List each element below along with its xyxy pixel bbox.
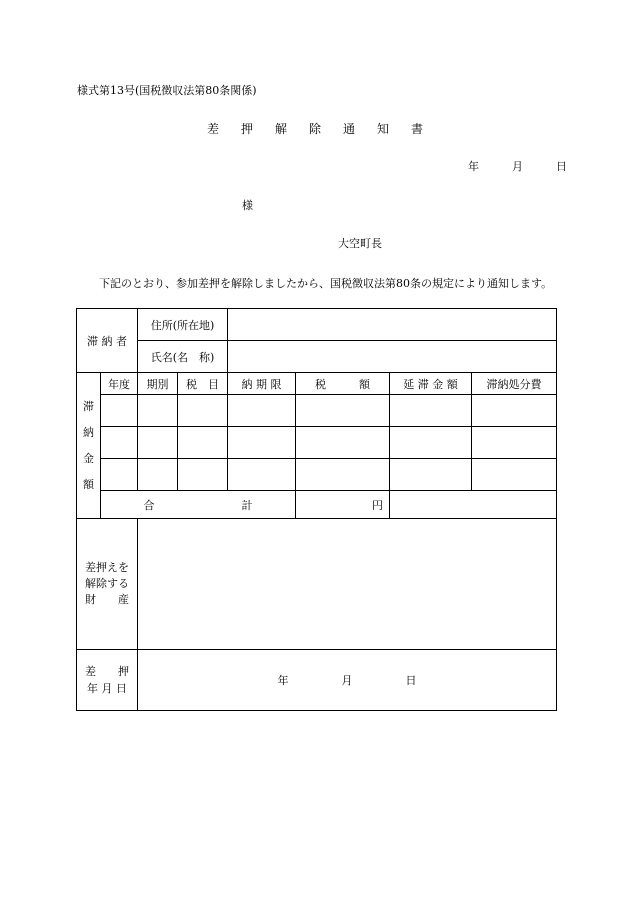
amount-label-char: 金 <box>83 451 94 465</box>
col-tax-item: 税 目 <box>178 373 228 395</box>
body-text: 下記のとおり、参加差押を解除しましたから、国税徴収法第80条の規定により通知します。 <box>99 277 553 290</box>
total-label <box>101 491 296 519</box>
total-left: 合 <box>143 498 155 512</box>
cell[interactable] <box>138 459 178 491</box>
taxpayer-label: 滞 納 者 <box>77 309 138 373</box>
seizure-day: 日 <box>405 674 417 687</box>
date-year: 年 <box>468 160 479 173</box>
form-number: 様式第13号(国税徴収法第80条関係) <box>77 84 257 97</box>
table-row <box>77 427 557 459</box>
cell[interactable] <box>101 427 138 459</box>
cell[interactable] <box>228 427 296 459</box>
amount-label-char: 額 <box>83 477 94 491</box>
col-period: 期別 <box>138 373 178 395</box>
cell[interactable] <box>390 459 472 491</box>
table-row <box>77 395 557 427</box>
date-day: 日 <box>556 160 567 173</box>
total-extra[interactable] <box>390 491 557 519</box>
address-field[interactable] <box>228 309 557 341</box>
seizure-date-label <box>77 650 138 711</box>
cell[interactable] <box>296 395 390 427</box>
cell[interactable] <box>296 459 390 491</box>
cell[interactable] <box>296 427 390 459</box>
cell[interactable] <box>472 395 557 427</box>
amount-label <box>77 373 101 519</box>
cell[interactable] <box>138 427 178 459</box>
seizure-date-label-line: 差 押 <box>85 665 129 678</box>
cell[interactable] <box>472 459 557 491</box>
total-row <box>77 491 557 519</box>
issue-date <box>468 160 567 174</box>
cell[interactable] <box>178 395 228 427</box>
property-field[interactable] <box>138 519 557 650</box>
property-label-line: 解除する <box>85 577 129 590</box>
yen-label: 円 <box>372 498 383 512</box>
amount-label-char: 滞 <box>83 399 94 413</box>
total-amount[interactable] <box>296 491 390 519</box>
col-disposition-cost: 滞納処分費 <box>472 373 557 395</box>
cell[interactable] <box>228 459 296 491</box>
seizure-month: 月 <box>341 674 353 687</box>
document-title: 差押解除通知書 <box>206 122 445 136</box>
address-label: 住所(所在地) <box>138 309 228 341</box>
name-label: 氏名(名 称) <box>138 341 228 373</box>
cell[interactable] <box>101 395 138 427</box>
amount-label-char: 納 <box>83 425 94 439</box>
notice-table <box>76 308 557 711</box>
property-label-line: 差押えを <box>85 561 129 574</box>
cell[interactable] <box>138 395 178 427</box>
seizure-year: 年 <box>277 674 289 687</box>
issuer-name: 大空町長 <box>338 237 382 250</box>
col-fiscal-year: 年度 <box>101 373 138 395</box>
addressee-suffix: 様 <box>242 199 253 212</box>
cell[interactable] <box>101 459 138 491</box>
cell[interactable] <box>390 395 472 427</box>
date-month: 月 <box>512 160 523 173</box>
col-due-date: 納 期 限 <box>228 373 296 395</box>
property-label-line: 財 産 <box>85 593 129 606</box>
cell[interactable] <box>178 427 228 459</box>
col-tax-amount: 税 額 <box>296 373 390 395</box>
table-row <box>77 459 557 491</box>
cell[interactable] <box>390 427 472 459</box>
seizure-date-label-line: 年 月 日 <box>87 682 127 695</box>
name-field[interactable] <box>228 341 557 373</box>
cell[interactable] <box>228 395 296 427</box>
total-right: 計 <box>241 498 253 512</box>
cell[interactable] <box>472 427 557 459</box>
cell[interactable] <box>178 459 228 491</box>
seizure-date-field[interactable] <box>138 650 557 711</box>
col-late-fee: 延 滞 金 額 <box>390 373 472 395</box>
property-label <box>77 519 138 650</box>
